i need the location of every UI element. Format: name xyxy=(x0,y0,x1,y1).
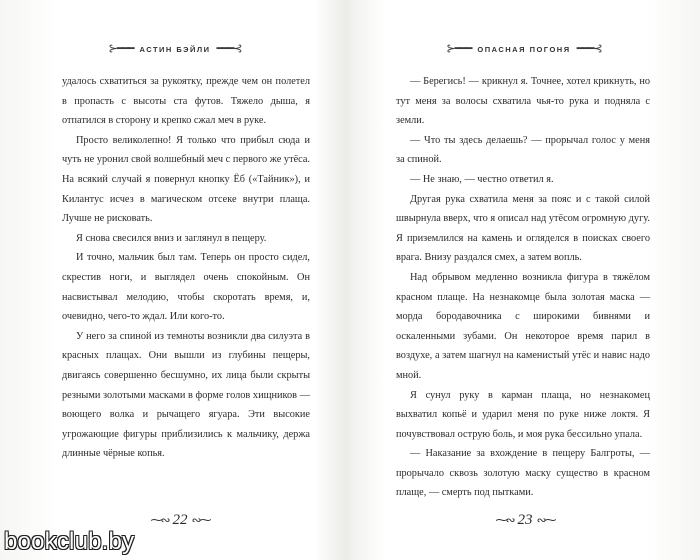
left-page-text xyxy=(62,72,310,464)
paragraph: Другая рука схватила меня за пояс и с такой силой швырнула вверх, что я описал над утёсом огромную дугу. Я приземлился на камень и огляделся в поисках своего врага. Внизу раздался смех, а затем вопль. xyxy=(396,193,650,264)
left-page-number-block xyxy=(120,512,240,528)
paragraph: Я сунул руку в карман плаща, но незнакомец выхватил копьё и ударил меня по руке ниже локтя. Я почувствовал острую боль, и моя рука бессильно упала. xyxy=(396,389,650,440)
paragraph: Просто великолепно! Я только что прибыл сюда и чуть не уронил свой волшебный меч с первого же утёса. На всякий случай я повернул кнопку Ёб («Тайник»), и Килантус исчез в магическом отсеке внутри плаща. Лучше не рисковать. xyxy=(62,134,310,225)
left-page-number: 22 xyxy=(172,511,188,528)
right-page-number-block xyxy=(465,512,585,528)
paragraph: — Наказание за вхождение в пещеру Балгроты, — прорычало сквозь золотую маску существо в красном плаще, — смерть под пытками. xyxy=(396,448,650,499)
left-ornament-icon: ⊱━━━ xyxy=(446,42,472,55)
paragraph: — Что ты здесь делаешь? — прорычал голос у меня за спиной. xyxy=(396,134,650,166)
paragraph: Я снова свесился вниз и заглянул в пещеру. xyxy=(76,232,267,244)
site-watermark: bookclub.by xyxy=(4,528,135,555)
left-running-head: АСТИН БЭЙЛИ xyxy=(139,44,211,54)
swirl-ornament-icon: ∾⁓ xyxy=(536,513,555,527)
left-running-header xyxy=(45,42,305,56)
paragraph: — Берегись! — крикнул я. Точнее, хотел крикнуть, но тут меня за волосы схватила чья-то рука и подняла с земли. xyxy=(396,76,650,127)
paragraph: У него за спиной из темноты возникли два силуэта в красных плащах. Они вышли из глубины пещеры, двигаясь совершенно бесшумно, их лица были скрыты резными золотыми масками в форме голов хищников — воющего волка и рычащего ягуара. Эти высокие угрожающие фигуры приблизились к мальчику, держа длинные чёрные копья. xyxy=(62,330,310,460)
right-running-header xyxy=(395,42,653,56)
paragraph: — Не знаю, — честно ответил я. xyxy=(410,173,554,185)
swirl-ornament-icon: ⁓∾ xyxy=(495,513,514,527)
right-page-number: 23 xyxy=(517,511,533,528)
swirl-ornament-icon: ∾⁓ xyxy=(191,513,210,527)
right-ornament-icon: ━━━⊰ xyxy=(576,42,602,55)
right-running-head: ОПАСНАЯ ПОГОНЯ xyxy=(477,44,571,54)
paragraph: удалось схватиться за рукоятку, прежде чем он полетел в пропасть с высоты ста футов. Тяжело дыша, я отпатился в сторону и крепко сжал меч в руке. xyxy=(62,76,310,127)
right-page-text xyxy=(396,72,650,503)
right-page xyxy=(350,0,700,560)
paragraph: И точно, мальчик был там. Теперь он просто сидел, скрестив ноги, и выглядел очень спокойным. Он насвистывал мелодию, чтобы скоротать время, и, очевидно, чего-то ждал. Или кого-то. xyxy=(62,252,310,323)
swirl-ornament-icon: ⁓∾ xyxy=(150,513,169,527)
paragraph: Над обрывом медленно возникла фигура в тяжёлом красном плаще. На незнакомце была золотая маска — морда бородавочника с широкими бивнями и оскаленными зубами. Он некоторое время парил в воздухе, а затем шагнул на каменистый утёс и навис надо мной. xyxy=(396,271,650,381)
right-ornament-icon: ━━━⊰ xyxy=(216,42,242,55)
left-ornament-icon: ⊱━━━ xyxy=(108,42,134,55)
